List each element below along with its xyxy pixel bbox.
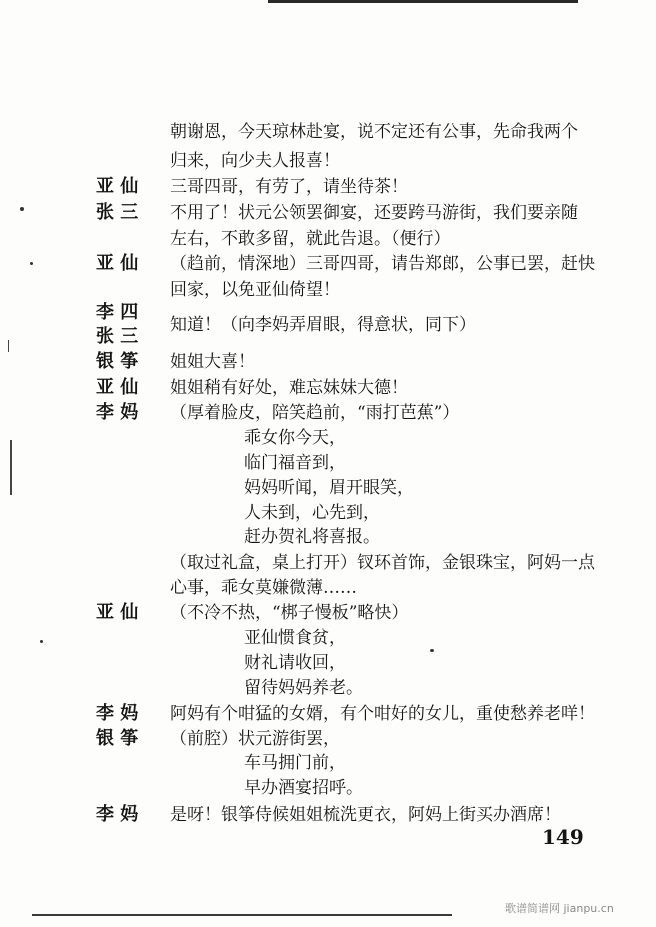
verse-line: 财礼请收回， (244, 653, 346, 673)
speaker-label: 亚 仙 (96, 377, 139, 398)
margin-mark (10, 440, 12, 495)
verse-line: 乖女你今天， (244, 428, 346, 448)
verse-line: 人未到，心先到， (244, 503, 380, 523)
text-line: 回家，以免亚仙倚望！ (170, 280, 340, 300)
text-line: 左右，不敢多留，就此告退。（便行） (170, 229, 451, 249)
text-line: 姐姐稍有好处，难忘妹妹大德！ (170, 378, 408, 398)
verse-line: 妈妈听闻，眉开眼笑， (244, 478, 414, 498)
text-line: 知道！（向李妈弄眉眼，得意状，同下） (170, 315, 476, 335)
text-line: 心事，乖女莫嫌微薄…… (170, 578, 357, 598)
speaker-label: 李 四 (96, 302, 139, 323)
text-line: 是呀！银筝侍候姐姐梳洗更衣，阿妈上街买办酒席！ (170, 805, 561, 825)
speaker-label: 李 妈 (96, 804, 139, 825)
verse-line: 亚仙惯食贫， (244, 628, 346, 648)
text-line: 不用了！状元公领罢御宴，还要跨马游街，我们要亲随 (170, 203, 578, 223)
text-line: （前腔）状元游街罢， (170, 729, 340, 749)
margin-mark (8, 340, 9, 352)
text-line: 阿妈有个咁猛的女婿，有个咁好的女儿，重使愁养老咩！ (170, 704, 595, 724)
text-line: 归来，向少夫人报喜！ (170, 151, 340, 171)
stage-direction: （厚着脸皮，陪笑趋前，“雨打芭蕉”） (170, 403, 460, 423)
top-rule (268, 0, 578, 3)
stage-direction: （不冷不热，“梆子慢板”略快） (170, 603, 409, 623)
text-line: （趋前，情深地）三哥四哥，请告郑郎，公事已罢，赶快 (170, 254, 595, 274)
speaker-label: 张 三 (96, 326, 139, 347)
scan-speck (30, 262, 33, 265)
text-line: （取过礼盒，桌上打开）钗环首饰，金银珠宝，阿妈一点 (170, 553, 595, 573)
verse-line: 临门福音到， (244, 453, 346, 473)
scan-speck (40, 640, 43, 643)
speaker-label: 银 筝 (96, 728, 139, 749)
text-line: 三哥四哥，有劳了，请坐待茶！ (170, 177, 408, 197)
scan-speck (20, 207, 24, 211)
speaker-label: 李 妈 (96, 703, 139, 724)
page-number: 149 (542, 825, 584, 849)
speaker-label: 张 三 (96, 202, 139, 223)
watermark: 歌谱简谱网 jianpu.cn (505, 902, 614, 915)
verse-line: 赶办贺礼将喜报。 (244, 527, 380, 547)
verse-line: 早办酒宴招呼。 (244, 778, 363, 798)
scan-speck (430, 649, 434, 652)
speaker-label: 亚 仙 (96, 602, 139, 623)
text-line: 朝谢恩，今天琼林赴宴，说不定还有公事，先命我两个 (170, 122, 578, 142)
speaker-label: 亚 仙 (96, 176, 139, 197)
speaker-label: 亚 仙 (96, 253, 139, 274)
bottom-rule (32, 914, 452, 916)
speaker-label: 银 筝 (96, 351, 139, 372)
speaker-label: 李 妈 (96, 402, 139, 423)
verse-line: 车马拥门前， (244, 753, 346, 773)
text-line: 姐姐大喜！ (170, 352, 255, 372)
verse-line: 留待妈妈养老。 (244, 678, 363, 698)
